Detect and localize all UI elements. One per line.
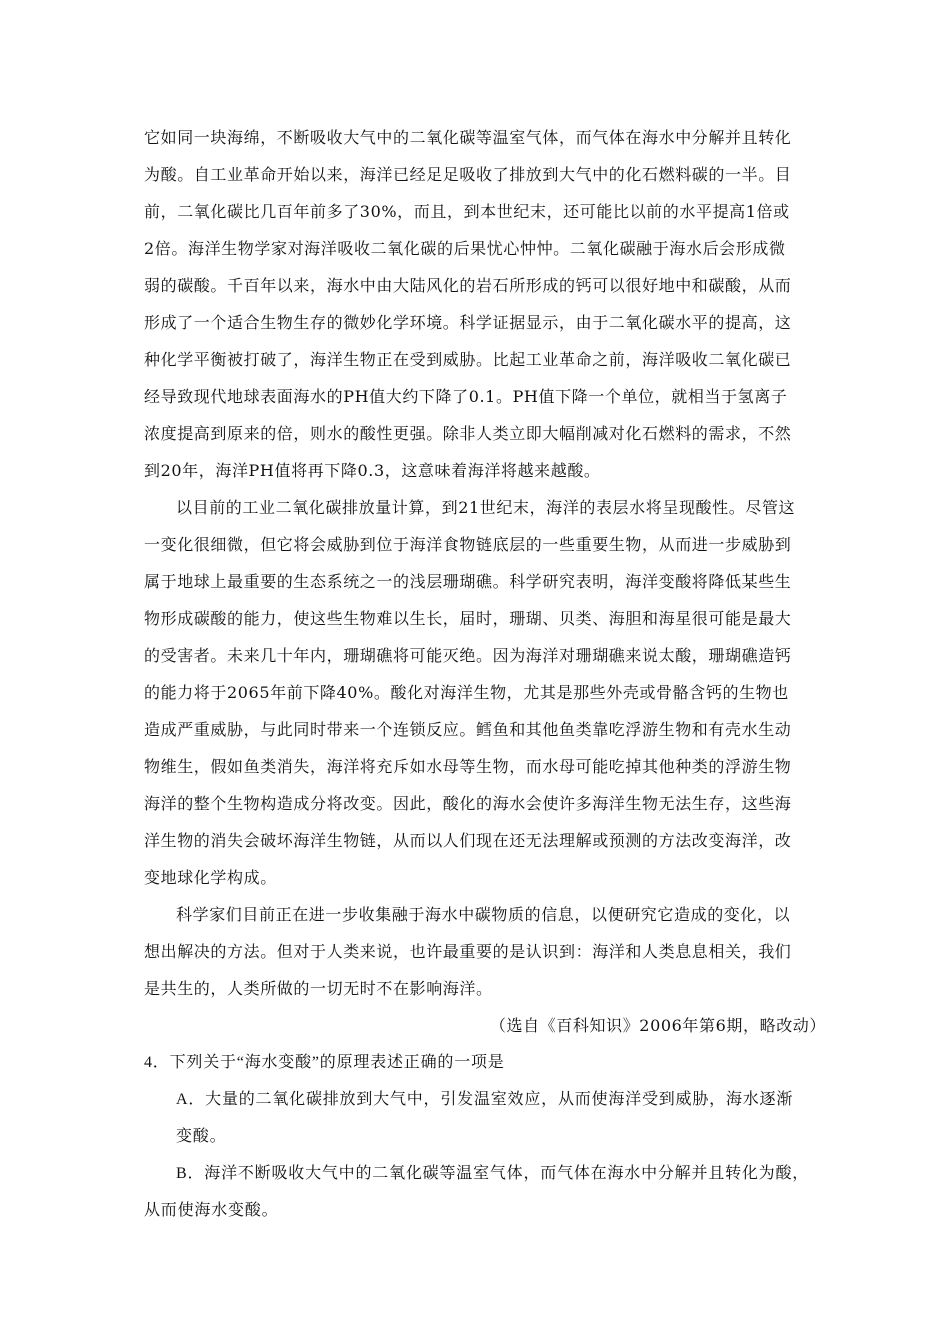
text-line: 的能力将于2065年前下降40%。酸化对海洋生物，尤其是那些外壳或骨骼含钙的生物也 xyxy=(144,683,789,702)
source-citation: （选自《百科知识》2006年第6期，略改动） xyxy=(489,1016,826,1035)
text-line: 洋生物的消失会破坏海洋生物链，从而以人们现在还无法理解或预测的方法改变海洋，改 xyxy=(144,831,792,850)
text-line: 到20年，海洋PH值将再下降0.3，这意味着海洋将越来越酸。 xyxy=(144,461,601,480)
text-line: 种化学平衡被打破了，海洋生物正在受到威胁。比起工业革命之前，海洋吸收二氧化碳已 xyxy=(144,350,792,369)
text-line: 为酸。自工业革命开始以来，海洋已经足足吸收了排放到大气中的化石燃料碳的一半。目 xyxy=(144,165,792,184)
option-a: A．大量的二氧化碳排放到大气中，引发温室效应，从而使海洋受到威胁，海水逐渐 xyxy=(176,1091,794,1108)
text-line: 以目前的工业二氧化碳排放量计算，到21世纪末，海洋的表层水将呈现酸性。尽管这 xyxy=(176,498,796,517)
text-line: 造成严重威胁，与此同时带来一个连锁反应。鳕鱼和其他鱼类靠吃浮游生物和有壳水生动 xyxy=(144,720,792,739)
text-line: 想出解决的方法。但对于人类来说，也许最重要的是认识到：海洋和人类息息相关，我们 xyxy=(144,942,792,961)
option-b-continued: 从而使海水变酸。 xyxy=(144,1202,279,1219)
question-stem: 4．下列关于“海水变酸”的原理表述正确的一项是 xyxy=(144,1054,505,1071)
text-line: 是共生的，人类所做的一切无时不在影响海洋。 xyxy=(144,979,493,998)
text-line: 经导致现代地球表面海水的PH值大约下降了0.1。PH值下降一个单位，就相当于氢离子 xyxy=(144,387,788,406)
text-line: 科学家们目前正在进一步收集融于海水中碳物质的信息，以便研究它造成的变化，以 xyxy=(176,905,791,924)
option-a-continued: 变酸。 xyxy=(176,1128,227,1145)
text-line: 形成了一个适合生物生存的微妙化学环境。科学证据显示，由于二氧化碳水平的提高，这 xyxy=(144,313,792,332)
text-line: 的受害者。未来几十年内，珊瑚礁将可能灭绝。因为海洋对珊瑚礁来说太酸，珊瑚礁造钙 xyxy=(144,646,792,665)
text-line: 浓度提高到原来的倍，则水的酸性更强。除非人类立即大幅削减对化石燃料的需求，不然 xyxy=(144,424,792,443)
text-line: 一变化很细微，但它将会威胁到位于海洋食物链底层的一些重要生物，从而进一步威胁到 xyxy=(144,535,792,554)
text-line: 2倍。海洋生物学家对海洋吸收二氧化碳的后果忧心忡忡。二氧化碳融于海水后会形成微 xyxy=(144,239,786,258)
text-line: 前，二氧化碳比几百年前多了30%，而且，到本世纪末，还可能比以前的水平提高1倍或 xyxy=(144,202,790,221)
text-line: 属于地球上最重要的生态系统之一的浅层珊瑚礁。科学研究表明，海洋变酸将降低某些生 xyxy=(144,572,792,591)
text-line: 弱的碳酸。千百年以来，海水中由大陆风化的岩石所形成的钙可以很好地中和碳酸，从而 xyxy=(144,276,792,295)
text-line: 变地球化学构成。 xyxy=(144,868,277,887)
option-b: B．海洋不断吸收大气中的二氧化碳等温室气体，而气体在海水中分解并且转化为酸， xyxy=(176,1165,810,1182)
text-line: 海洋的整个生物构造成分将改变。因此，酸化的海水会使许多海洋生物无法生存，这些海 xyxy=(144,794,792,813)
text-line: 物形成碳酸的能力，使这些生物难以生长，届时，珊瑚、贝类、海胆和海星很可能是最大 xyxy=(144,609,792,628)
text-line: 物维生，假如鱼类消失，海洋将充斥如水母等生物，而水母可能吃掉其他种类的浮游生物 xyxy=(144,757,792,776)
text-line: 它如同一块海绵，不断吸收大气中的二氧化碳等温室气体，而气体在海水中分解并且转化 xyxy=(144,128,792,147)
